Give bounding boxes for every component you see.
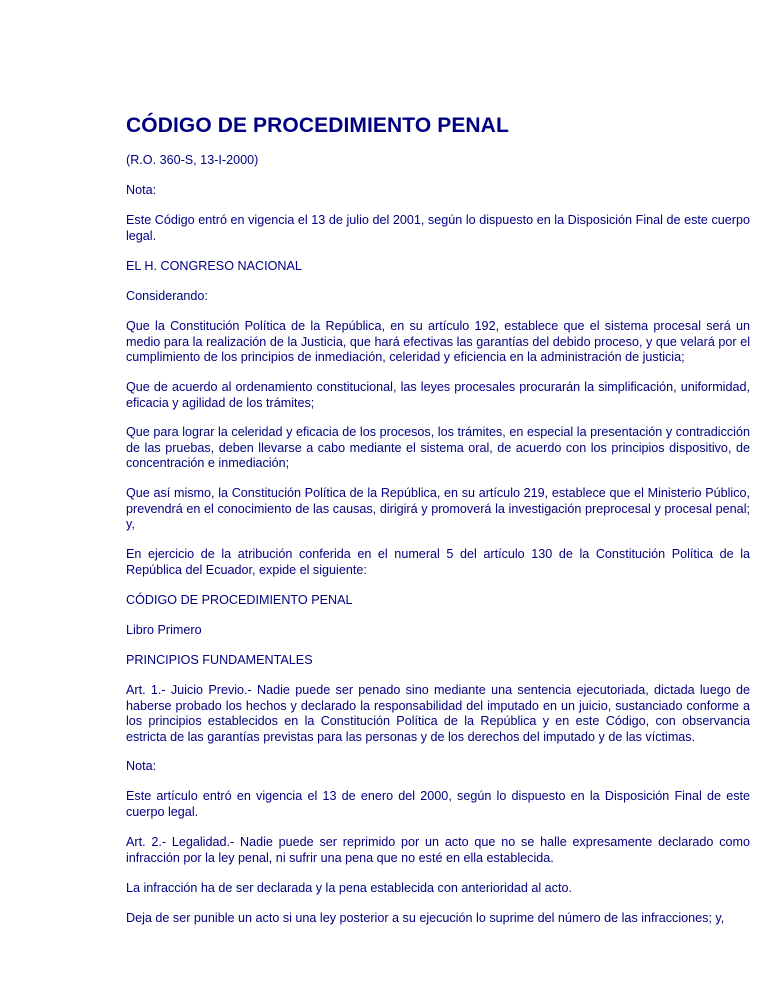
paragraph-validity-note: Este Código entró en vigencia el 13 de julio del 2001, según lo dispuesto en la Disposición Final de este cuerpo legal. xyxy=(126,213,750,243)
issuer-heading: EL H. CONGRESO NACIONAL xyxy=(126,259,302,273)
article-1: Art. 1.- Juicio Previo.- Nadie puede ser penado sino mediante una sentencia ejecutoriada, dictada luego de haberse probado los hechos y declarado la responsabilidad del imputado en un juicio, sustanciado conforme a los principios establecidos en la Constitución Política de la República y en este Código, con observancia estricta de las garantías previstas para las personas y de los derechos del imputado y de las víctimas. xyxy=(126,683,750,744)
article-2-paragraph-3: Deja de ser punible un acto si una ley posterior a su ejecución lo suprime del número de las infracciones; y, xyxy=(126,911,725,925)
code-heading: CÓDIGO DE PROCEDIMIENTO PENAL xyxy=(126,593,353,607)
paragraph-article-note: Este artículo entró en vigencia el 13 de enero del 2000, según lo dispuesto en la Disposición Final de este cuerpo legal. xyxy=(126,789,750,819)
article-2-paragraph-2: La infracción ha de ser declarada y la pena establecida con anterioridad al acto. xyxy=(126,881,572,895)
paragraph-considerando-4: Que así mismo, la Constitución Política de la República, en su artículo 219, establece que el Ministerio Público, prevendrá en el conocimiento de las causas, dirigirá y promoverá la investigación preprocesal y procesal penal; y, xyxy=(126,486,750,532)
document-title: CÓDIGO DE PROCEDIMIENTO PENAL xyxy=(126,114,509,137)
note-label-2: Nota: xyxy=(126,759,157,773)
paragraph-enactment: En ejercicio de la atribución conferida en el numeral 5 del artículo 130 de la Constitución Política de la República del Ecuador, expide el siguiente: xyxy=(126,547,750,577)
paragraph-considerando-2: Que de acuerdo al ordenamiento constitucional, las leyes procesales procurarán la simplificación, uniformidad, eficacia y agilidad de los trámites; xyxy=(126,380,750,410)
official-registry-reference: (R.O. 360-S, 13-I-2000) xyxy=(126,153,259,167)
article-2: Art. 2.- Legalidad.- Nadie puede ser reprimido por un acto que no se halle expresamente declarado como infracción por la ley penal, ni sufrir una pena que no esté en ella establecida. xyxy=(126,835,750,865)
considerando-label: Considerando: xyxy=(126,289,208,303)
book-heading: Libro Primero xyxy=(126,623,202,637)
paragraph-considerando-3: Que para lograr la celeridad y eficacia de los procesos, los trámites, en especial la presentación y contradicción de las pruebas, deben llevarse a cabo mediante el sistema oral, de acuerdo con los principios dispositivo, de concentración e inmediación; xyxy=(126,425,750,471)
note-label: Nota: xyxy=(126,183,157,197)
paragraph-considerando-1: Que la Constitución Política de la República, en su artículo 192, establece que el sistema procesal será un medio para la realización de la Justicia, que hará efectivas las garantías del debido proceso, y que velará por el cumplimiento de los principios de inmediación, celeridad y eficiencia en la administración de justicia; xyxy=(126,319,750,365)
section-heading: PRINCIPIOS FUNDAMENTALES xyxy=(126,653,313,667)
